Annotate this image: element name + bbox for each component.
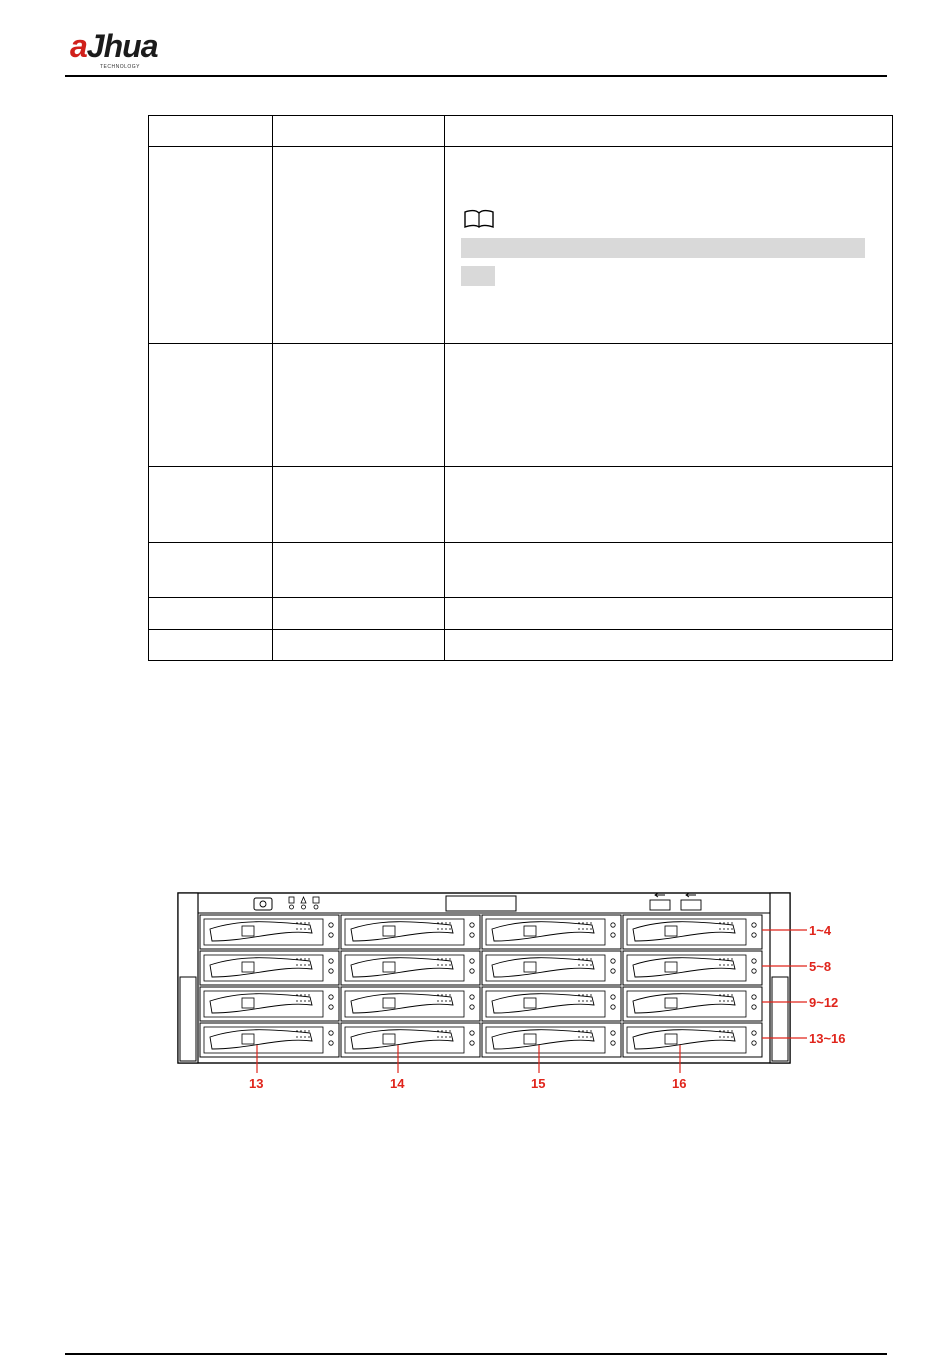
table-row — [149, 543, 893, 598]
table-row — [149, 147, 893, 344]
book-note-icon — [463, 209, 495, 229]
dahua-logo — [70, 28, 190, 72]
table-cell — [149, 344, 273, 467]
drive-bay — [623, 1023, 762, 1057]
table-cell — [273, 630, 445, 661]
header-rule — [65, 75, 887, 77]
table-cell — [273, 467, 445, 543]
table-cell — [273, 598, 445, 630]
table-cell — [149, 630, 273, 661]
drive-bay — [482, 987, 621, 1021]
drive-bay — [341, 951, 480, 985]
table-row — [149, 344, 893, 467]
drive-bay — [623, 951, 762, 985]
callout-label-bottom: 16 — [672, 1076, 687, 1091]
table-row — [149, 467, 893, 543]
drive-bay — [200, 987, 339, 1021]
table-cell — [273, 344, 445, 467]
callout-label-right: 5~8 — [809, 959, 832, 974]
drive-bay — [341, 915, 480, 949]
table-cell — [149, 147, 273, 344]
note-highlight — [461, 238, 865, 258]
drive-bay — [623, 915, 762, 949]
drive-bay — [623, 987, 762, 1021]
table-cell — [445, 467, 893, 543]
note-highlight — [461, 266, 495, 286]
table-cell — [273, 116, 445, 147]
table-cell — [445, 116, 893, 147]
drive-bay — [482, 915, 621, 949]
left-handle — [180, 977, 196, 1061]
table-header-row — [149, 116, 893, 147]
table-row — [149, 630, 893, 661]
drive-bay — [482, 1023, 621, 1057]
table-cell — [149, 116, 273, 147]
brand-tagline: TECHNOLOGY — [100, 64, 141, 70]
drive-bay — [200, 1023, 339, 1057]
spec-table — [148, 115, 893, 660]
front-panel-figure — [170, 885, 860, 1095]
table-cell — [149, 598, 273, 630]
footer-rule — [65, 1353, 887, 1355]
table-cell — [445, 598, 893, 630]
table-cell — [445, 630, 893, 661]
callout-label-right: 9~12 — [809, 995, 839, 1010]
right-handle — [772, 977, 788, 1061]
table-cell — [445, 344, 893, 467]
callout-label-right: 13~16 — [809, 1031, 846, 1046]
callout-label-bottom: 15 — [531, 1076, 546, 1091]
brand-wordmark-a: a — [70, 28, 87, 64]
drive-bay — [341, 987, 480, 1021]
drive-bay — [200, 951, 339, 985]
table-cell-note — [445, 147, 893, 344]
front-display — [446, 896, 516, 911]
callout-label-bottom: 13 — [249, 1076, 264, 1091]
table-cell — [149, 543, 273, 598]
table-cell — [149, 467, 273, 543]
brand-wordmark — [70, 28, 157, 64]
table-cell — [273, 543, 445, 598]
table-cell — [273, 147, 445, 344]
drive-bay — [482, 951, 621, 985]
callout-label-right: 1~4 — [809, 923, 832, 938]
brand-wordmark-rest: Jhua — [86, 28, 158, 64]
drive-bay — [200, 915, 339, 949]
front-panel-drawing — [170, 885, 860, 1095]
table-cell — [445, 543, 893, 598]
power-button-icon — [254, 898, 272, 910]
callout-label-bottom: 14 — [390, 1076, 405, 1091]
drive-bay — [341, 1023, 480, 1057]
table-row — [149, 598, 893, 630]
